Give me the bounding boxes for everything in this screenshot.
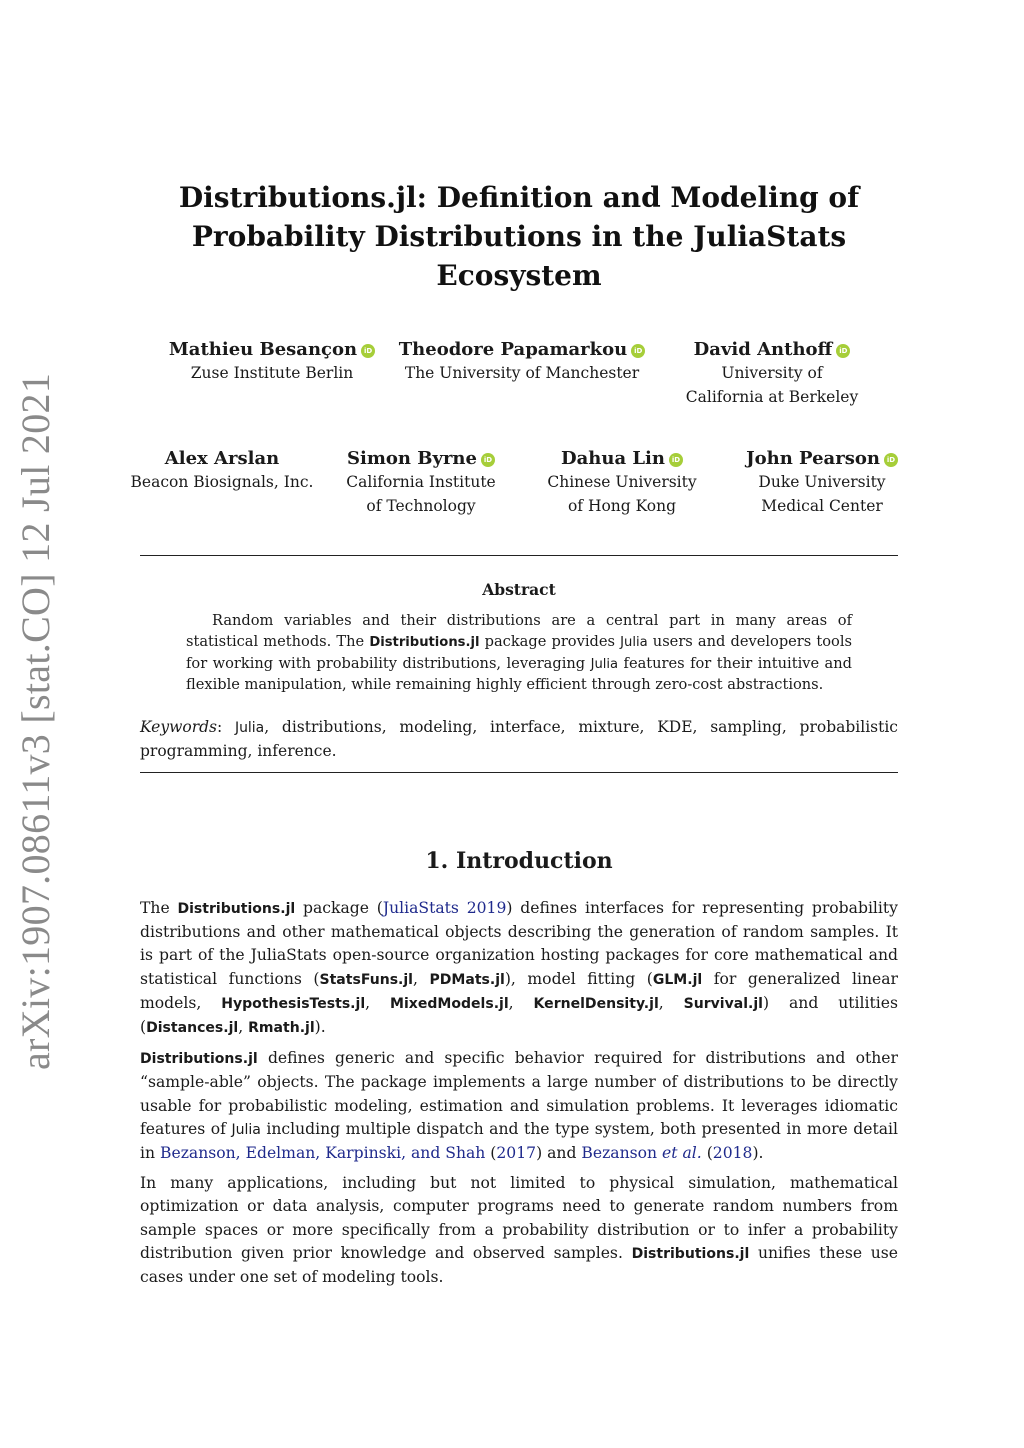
text: , bbox=[508, 993, 534, 1012]
paragraph-2 bbox=[140, 1047, 898, 1165]
package-name: Distances.jl bbox=[146, 1020, 239, 1037]
author-affiliation: University of bbox=[721, 364, 823, 382]
title-line-1: Distributions.jl: Definition and Modeling of bbox=[178, 181, 860, 214]
author-byrne bbox=[326, 447, 516, 518]
keywords-colon: : bbox=[216, 718, 235, 736]
arxiv-identifier[interactable]: arXiv:1907.08611v3 [stat.CO] 12 Jul 2021 bbox=[13, 372, 58, 1070]
julia-name: Julia bbox=[231, 1121, 261, 1138]
title-line-2: Probability Distributions in the JuliaStats bbox=[191, 220, 847, 253]
citation-link[interactable]: JuliaStats 2019 bbox=[382, 899, 507, 917]
author-besancon bbox=[142, 338, 402, 386]
package-name: HypothesisTests.jl bbox=[221, 995, 366, 1012]
keywords-list: , distributions, modeling, interface, mixture, KDE, sampling, probabilistic programming, inference. bbox=[140, 718, 898, 760]
package-name: Distributions.jl bbox=[631, 1245, 750, 1262]
orcid-icon[interactable]: iD bbox=[361, 344, 375, 358]
abstract-segment: users and developers tools for working with probability distributions, leveraging bbox=[186, 632, 853, 672]
author-papamarkou bbox=[382, 338, 662, 386]
text: ). bbox=[752, 1144, 764, 1163]
text: , bbox=[238, 1018, 249, 1037]
introduction-body bbox=[140, 897, 898, 1296]
text: ( bbox=[485, 1144, 497, 1163]
author-name: Mathieu Besançon bbox=[168, 339, 358, 360]
package-name: PDMats.jl bbox=[429, 971, 505, 988]
julia-name: Julia bbox=[234, 720, 265, 736]
text: ) and bbox=[536, 1144, 582, 1163]
text: , bbox=[365, 993, 391, 1012]
author-affiliation: California Institute bbox=[346, 473, 496, 491]
julia-name: Julia bbox=[620, 634, 648, 650]
author-affiliation: of Hong Kong bbox=[567, 496, 677, 515]
package-name: Distributions.jl bbox=[369, 634, 480, 650]
package-name: Rmath.jl bbox=[248, 1020, 315, 1037]
author-name: Alex Arslan bbox=[164, 448, 280, 469]
package-name: GLM.jl bbox=[652, 971, 703, 988]
author-lin bbox=[527, 447, 717, 518]
keywords-label: Keywords bbox=[140, 718, 217, 736]
text: ) and utilities ( bbox=[140, 993, 898, 1037]
abstract-text bbox=[186, 611, 852, 696]
text: ), model fitting ( bbox=[504, 969, 653, 988]
author-affiliation: Beacon Biosignals, Inc. bbox=[130, 473, 314, 491]
author-anthoff bbox=[662, 338, 882, 409]
text: package ( bbox=[295, 899, 383, 917]
author-affiliation: Chinese University bbox=[547, 473, 697, 491]
author-affiliation: California at Berkeley bbox=[685, 387, 859, 406]
author-name: John Pearson bbox=[746, 448, 880, 469]
author-affiliation: Duke University bbox=[758, 473, 886, 491]
julia-name: Julia bbox=[590, 656, 619, 672]
citation-link[interactable]: Bezanson bbox=[581, 1144, 663, 1163]
package-name: StatsFuns.jl bbox=[319, 971, 413, 988]
paragraph-1 bbox=[140, 897, 898, 1040]
abstract-top-rule bbox=[140, 555, 898, 556]
text: , bbox=[658, 993, 684, 1012]
package-name: Survival.jl bbox=[683, 995, 763, 1012]
text: unifies these use cases under one set of modeling tools. bbox=[140, 1243, 899, 1287]
text: including multiple dispatch and the type system, both presented in more detail in bbox=[140, 1119, 898, 1163]
package-name: Distributions.jl bbox=[177, 901, 296, 917]
orcid-icon[interactable]: iD bbox=[481, 453, 495, 467]
author-affiliation: of Technology bbox=[366, 496, 476, 515]
text: ). bbox=[314, 1018, 326, 1037]
author-affiliation: Medical Center bbox=[761, 496, 883, 515]
abstract-bottom-rule bbox=[140, 772, 898, 773]
text: ) defines interfaces for representing probability distributions and other mathematical objects describing the generation of random samples. It is part of the JuliaStats open-source organization hosting packages for core mathematical and statistical functions ( bbox=[140, 899, 898, 988]
author-pearson bbox=[722, 447, 922, 518]
abstract-segment: features for their intuitive and flexible manipulation, while remaining highly efficient through zero-cost abstractions. bbox=[186, 654, 853, 694]
section-heading: 1. Introduction bbox=[425, 848, 613, 874]
text: , bbox=[413, 969, 430, 988]
orcid-icon[interactable]: iD bbox=[884, 453, 898, 467]
package-name: Distributions.jl bbox=[140, 1051, 258, 1068]
citation-link[interactable]: Bezanson, Edelman, Karpinski, and Shah bbox=[160, 1144, 486, 1163]
package-name: MixedModels.jl bbox=[390, 995, 509, 1012]
orcid-icon[interactable]: iD bbox=[669, 453, 683, 467]
paper-title bbox=[140, 178, 898, 295]
text: defines generic and specific behavior required for distributions and other “sample-able” objects. The package implements a large number of distributions to be directly usable for probabilistic modeling, estimation and simulation problems. It leverages idiomatic features of bbox=[140, 1049, 898, 1138]
citation-year-link[interactable]: 2017 bbox=[496, 1144, 537, 1163]
text: The bbox=[140, 899, 178, 917]
package-name: KernelDensity.jl bbox=[533, 995, 659, 1012]
orcid-icon[interactable]: iD bbox=[836, 344, 850, 358]
author-name: Simon Byrne bbox=[347, 448, 477, 469]
text: for generalized linear models, bbox=[140, 969, 898, 1012]
text: In many applications, including but not limited to physical simulation, mathematical optimization or data analysis, computer programs need to generate random numbers from sample spaces or more specifically from a probability distribution or to infer a probability distribution given prior knowledge and observed samples. bbox=[140, 1174, 898, 1262]
keywords bbox=[140, 716, 898, 763]
abstract-heading: Abstract bbox=[482, 580, 556, 599]
author-name: David Anthoff bbox=[693, 339, 833, 360]
text: ( bbox=[701, 1144, 713, 1163]
author-affiliation: Zuse Institute Berlin bbox=[190, 364, 354, 382]
abstract-segment: Random variables and their distributions are a central part in many areas of statistical methods. The bbox=[186, 612, 852, 650]
citation-year-link[interactable]: 2018 bbox=[712, 1144, 753, 1163]
paragraph-3 bbox=[140, 1172, 898, 1289]
citation-etal[interactable]: et al. bbox=[662, 1144, 702, 1163]
orcid-icon[interactable]: iD bbox=[631, 344, 645, 358]
abstract-segment: package provides bbox=[479, 632, 621, 650]
author-affiliation: The University of Manchester bbox=[404, 364, 640, 382]
author-arslan bbox=[112, 447, 332, 495]
title-line-3: Ecosystem bbox=[436, 259, 602, 292]
author-name: Theodore Papamarkou bbox=[398, 339, 628, 360]
author-name: Dahua Lin bbox=[561, 448, 665, 469]
